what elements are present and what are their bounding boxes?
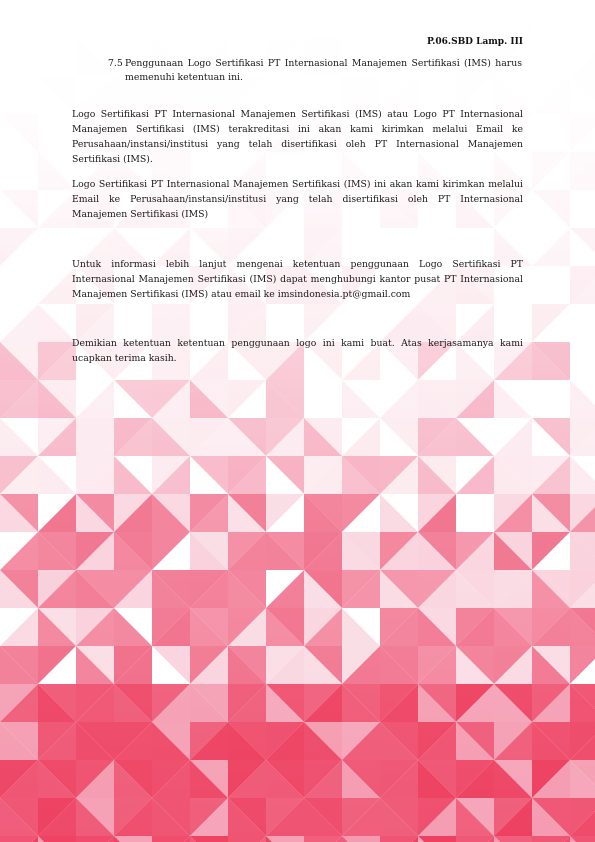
paragraph-logo-delivery: Logo Sertifikasi PT Internasional Manajemen Sertifikasi (IMS) atau Logo PT Internasional Manajemen Sertifikasi (IMS) terakreditasi ini akan kami kirimkan melalui Email ke Perusahaan/instansi/institusi yang telah disertifikasi oleh PT Internasional Manajemen Sertifikasi (IMS). xyxy=(72,109,523,165)
paragraph-closing: Demikian ketentuan ketentuan penggunaan logo ini kami buat. Atas kerjasamanya kami ucapkan terima kasih. xyxy=(72,338,523,364)
item-number: 7.5 xyxy=(108,58,123,69)
document-code: P.06.SBD Lamp. III xyxy=(427,37,523,47)
numbered-item xyxy=(108,57,522,85)
item-text: Penggunaan Logo Sertifikasi PT Internasional Manajemen Sertifikasi (IMS) harus memenuhi ketentuan ini. xyxy=(125,58,522,83)
paragraph-logo-email: Logo Sertifikasi PT Internasional Manajemen Sertifikasi (IMS) ini akan kami kirimkan melalui Email ke Perusahaan/instansi/institusi yang telah disertifikasi oleh PT Internasional Manajemen Sertifikasi (IMS) xyxy=(72,179,523,220)
paragraph-contact-info: Untuk informasi lebih lanjut mengenai ketentuan penggunaan Logo Sertifikasi PT Internasional Manajemen Sertifikasi (IMS) dapat menghubungi kantor pusat PT Internasional Manajemen Sertifikasi (IMS) atau email ke imsindonesia.pt@gmail.com xyxy=(72,259,523,300)
